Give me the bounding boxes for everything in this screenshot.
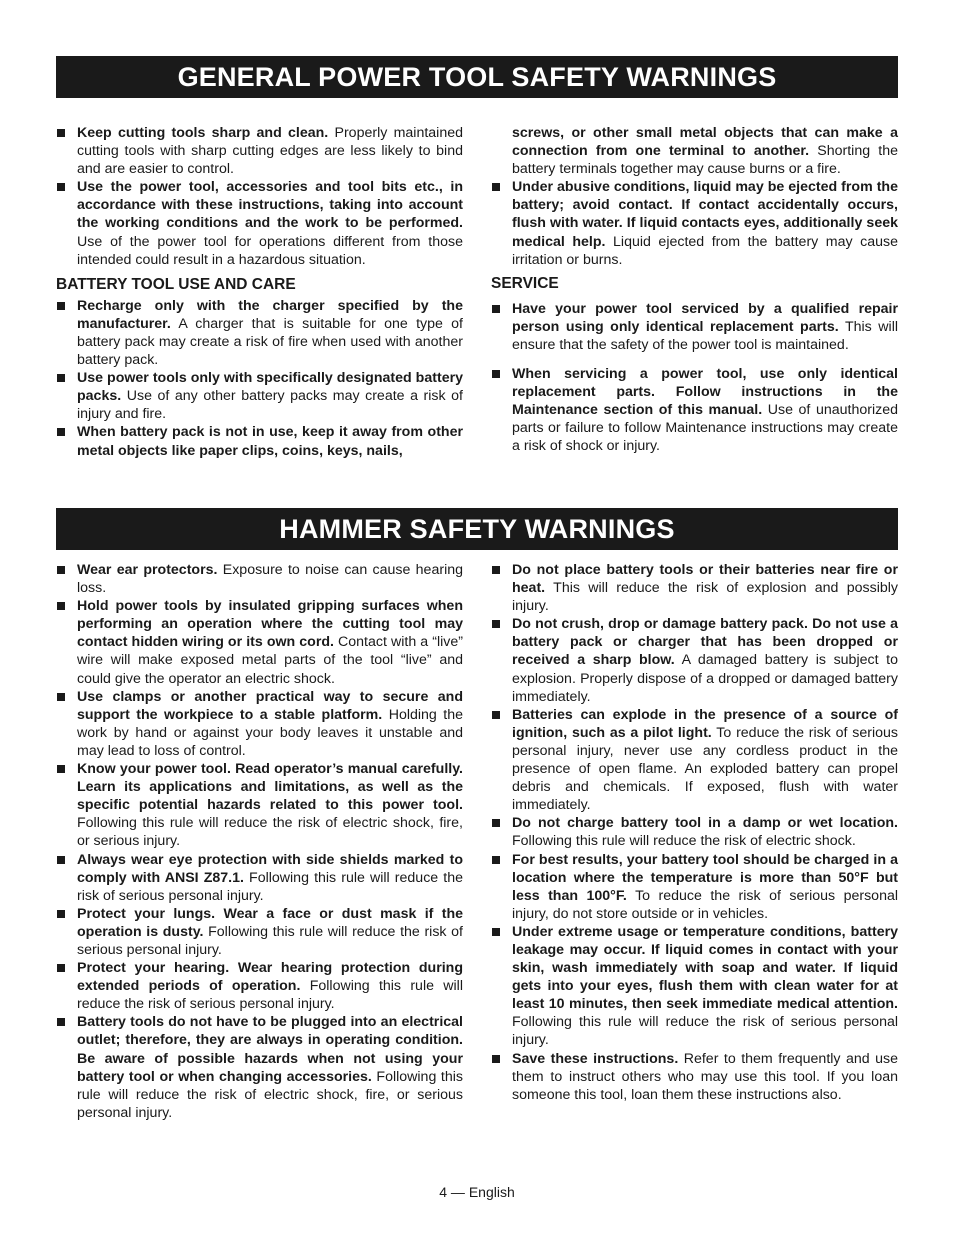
- general-right-column: [491, 124, 898, 456]
- list-item: Protect your hearing. Wear hearing protection during extended periods of operation. Following this rule will reduce the risk of serious personal injury.: [56, 959, 463, 1013]
- hammer-right-column: [491, 561, 898, 1104]
- list-item: Recharge only with the charger specified by the manufacturer. A charger that is suitable for one type of battery pack may create a risk of fire when used with another battery pack.: [56, 297, 463, 369]
- list-item: Save these instructions. Refer to them frequently and use them to instruct others who may use this tool. If you loan someone this tool, loan them these instructions also.: [491, 1050, 898, 1104]
- list-item: Use clamps or another practical way to secure and support the workpiece to a stable platform. Holding the work by hand or against your body leaves it unstable and may lead to loss of control.: [56, 688, 463, 760]
- list-item: When servicing a power tool, use only identical replacement parts. Follow instructions in the Maintenance section of this manual. Use of unauthorized parts or failure to follow Maintenance instructions may create a risk of shock or injury.: [491, 365, 898, 455]
- hammer-left-column: [56, 561, 463, 1122]
- list-item: Use the power tool, accessories and tool bits etc., in accordance with these instructions, taking into account the working conditions and the work to be performed. Use of the power tool for operations different from those intended could result in a hazardous situation.: [56, 178, 463, 268]
- list-item: Under extreme usage or temperature conditions, battery leakage may occur. If liquid comes in contact with your skin, wash immediately with soap and water. If liquid gets into your eyes, flush them with clean water for at least 10 minutes, then seek immediate medical attention. Following this rule will reduce the risk of serious personal injury.: [491, 923, 898, 1050]
- list-item: Batteries can explode in the presence of a source of ignition, such as a pilot light. To reduce the risk of serious personal injury, never use any cordless product in the presence of open flame. An exploded battery can propel debris and chemicals. If exposed, flush with water immediately.: [491, 706, 898, 815]
- page-footer: 4 — English: [439, 1184, 515, 1200]
- list-item-continued: screws, or other small metal objects that can make a connection from one terminal to another. Shorting the battery terminals together may cause burns or a fire.: [512, 125, 898, 178]
- list-item: For best results, your battery tool should be charged in a location where the temperature is more than 50°F but less than 100°F. To reduce the risk of serious personal injury, do not store outside or in vehicles.: [491, 851, 898, 923]
- service-heading: SERVICE: [491, 274, 559, 292]
- list-item: Protect your lungs. Wear a face or dust mask if the operation is dusty. Following this rule will reduce the risk of serious personal injury.: [56, 905, 463, 959]
- list-item: Do not charge battery tool in a damp or wet location. Following this rule will reduce the risk of electric shock.: [491, 814, 898, 850]
- section-title-general: GENERAL POWER TOOL SAFETY WARNINGS: [56, 56, 898, 98]
- general-left-column: [56, 124, 463, 460]
- list-item: Always wear eye protection with side shields marked to comply with ANSI Z87.1. Following this rule will reduce the risk of serious personal injury.: [56, 851, 463, 905]
- list-item: Keep cutting tools sharp and clean. Properly maintained cutting tools with sharp cutting edges are less likely to bind and are easier to control.: [56, 124, 463, 178]
- list-item: When battery pack is not in use, keep it away from other metal objects like paper clips, coins, keys, nails,: [56, 423, 463, 459]
- list-item: Have your power tool serviced by a qualified repair person using only identical replacement parts. This will ensure that the safety of the power tool is maintained.: [491, 300, 898, 354]
- list-item: Battery tools do not have to be plugged into an electrical outlet; therefore, they are always in operating condition. Be aware of possible hazards when not using your battery tool or when changing accessories. Following this rule will reduce the risk of electric shock, fire, or serious personal injury.: [56, 1013, 463, 1122]
- list-item: Wear ear protectors. Exposure to noise can cause hearing loss.: [56, 561, 463, 597]
- list-item: Do not place battery tools or their batteries near fire or heat. This will reduce the risk of explosion and possibly injury.: [491, 561, 898, 615]
- section-title-hammer: HAMMER SAFETY WARNINGS: [56, 508, 898, 550]
- list-item: Under abusive conditions, liquid may be ejected from the battery; avoid contact. If contact accidentally occurs, flush with water. If liquid contacts eyes, additionally seek medical help. Liquid ejected from the battery may cause irritation or burns.: [491, 178, 898, 268]
- battery-heading: BATTERY TOOL USE AND CARE: [56, 275, 296, 293]
- list-item: Do not crush, drop or damage battery pack. Do not use a battery pack or charger that has been dropped or received a sharp blow. A damaged battery is subject to explosion. Properly dispose of a dropped or damaged battery immediately.: [491, 615, 898, 705]
- list-item: Hold power tools by insulated gripping surfaces when performing an operation where the cutting tool may contact hidden wiring or its own cord. Contact with a “live” wire will make exposed metal parts of the tool “live” and could give the operator an electric shock.: [56, 597, 463, 687]
- list-item: Use power tools only with specifically designated battery packs. Use of any other battery packs may create a risk of injury and fire.: [56, 369, 463, 423]
- list-item: Know your power tool. Read operator’s manual carefully. Learn its applications and limitations, as well as the specific potential hazards related to this power tool. Following this rule will reduce the risk of electric shock, fire, or serious injury.: [56, 760, 463, 850]
